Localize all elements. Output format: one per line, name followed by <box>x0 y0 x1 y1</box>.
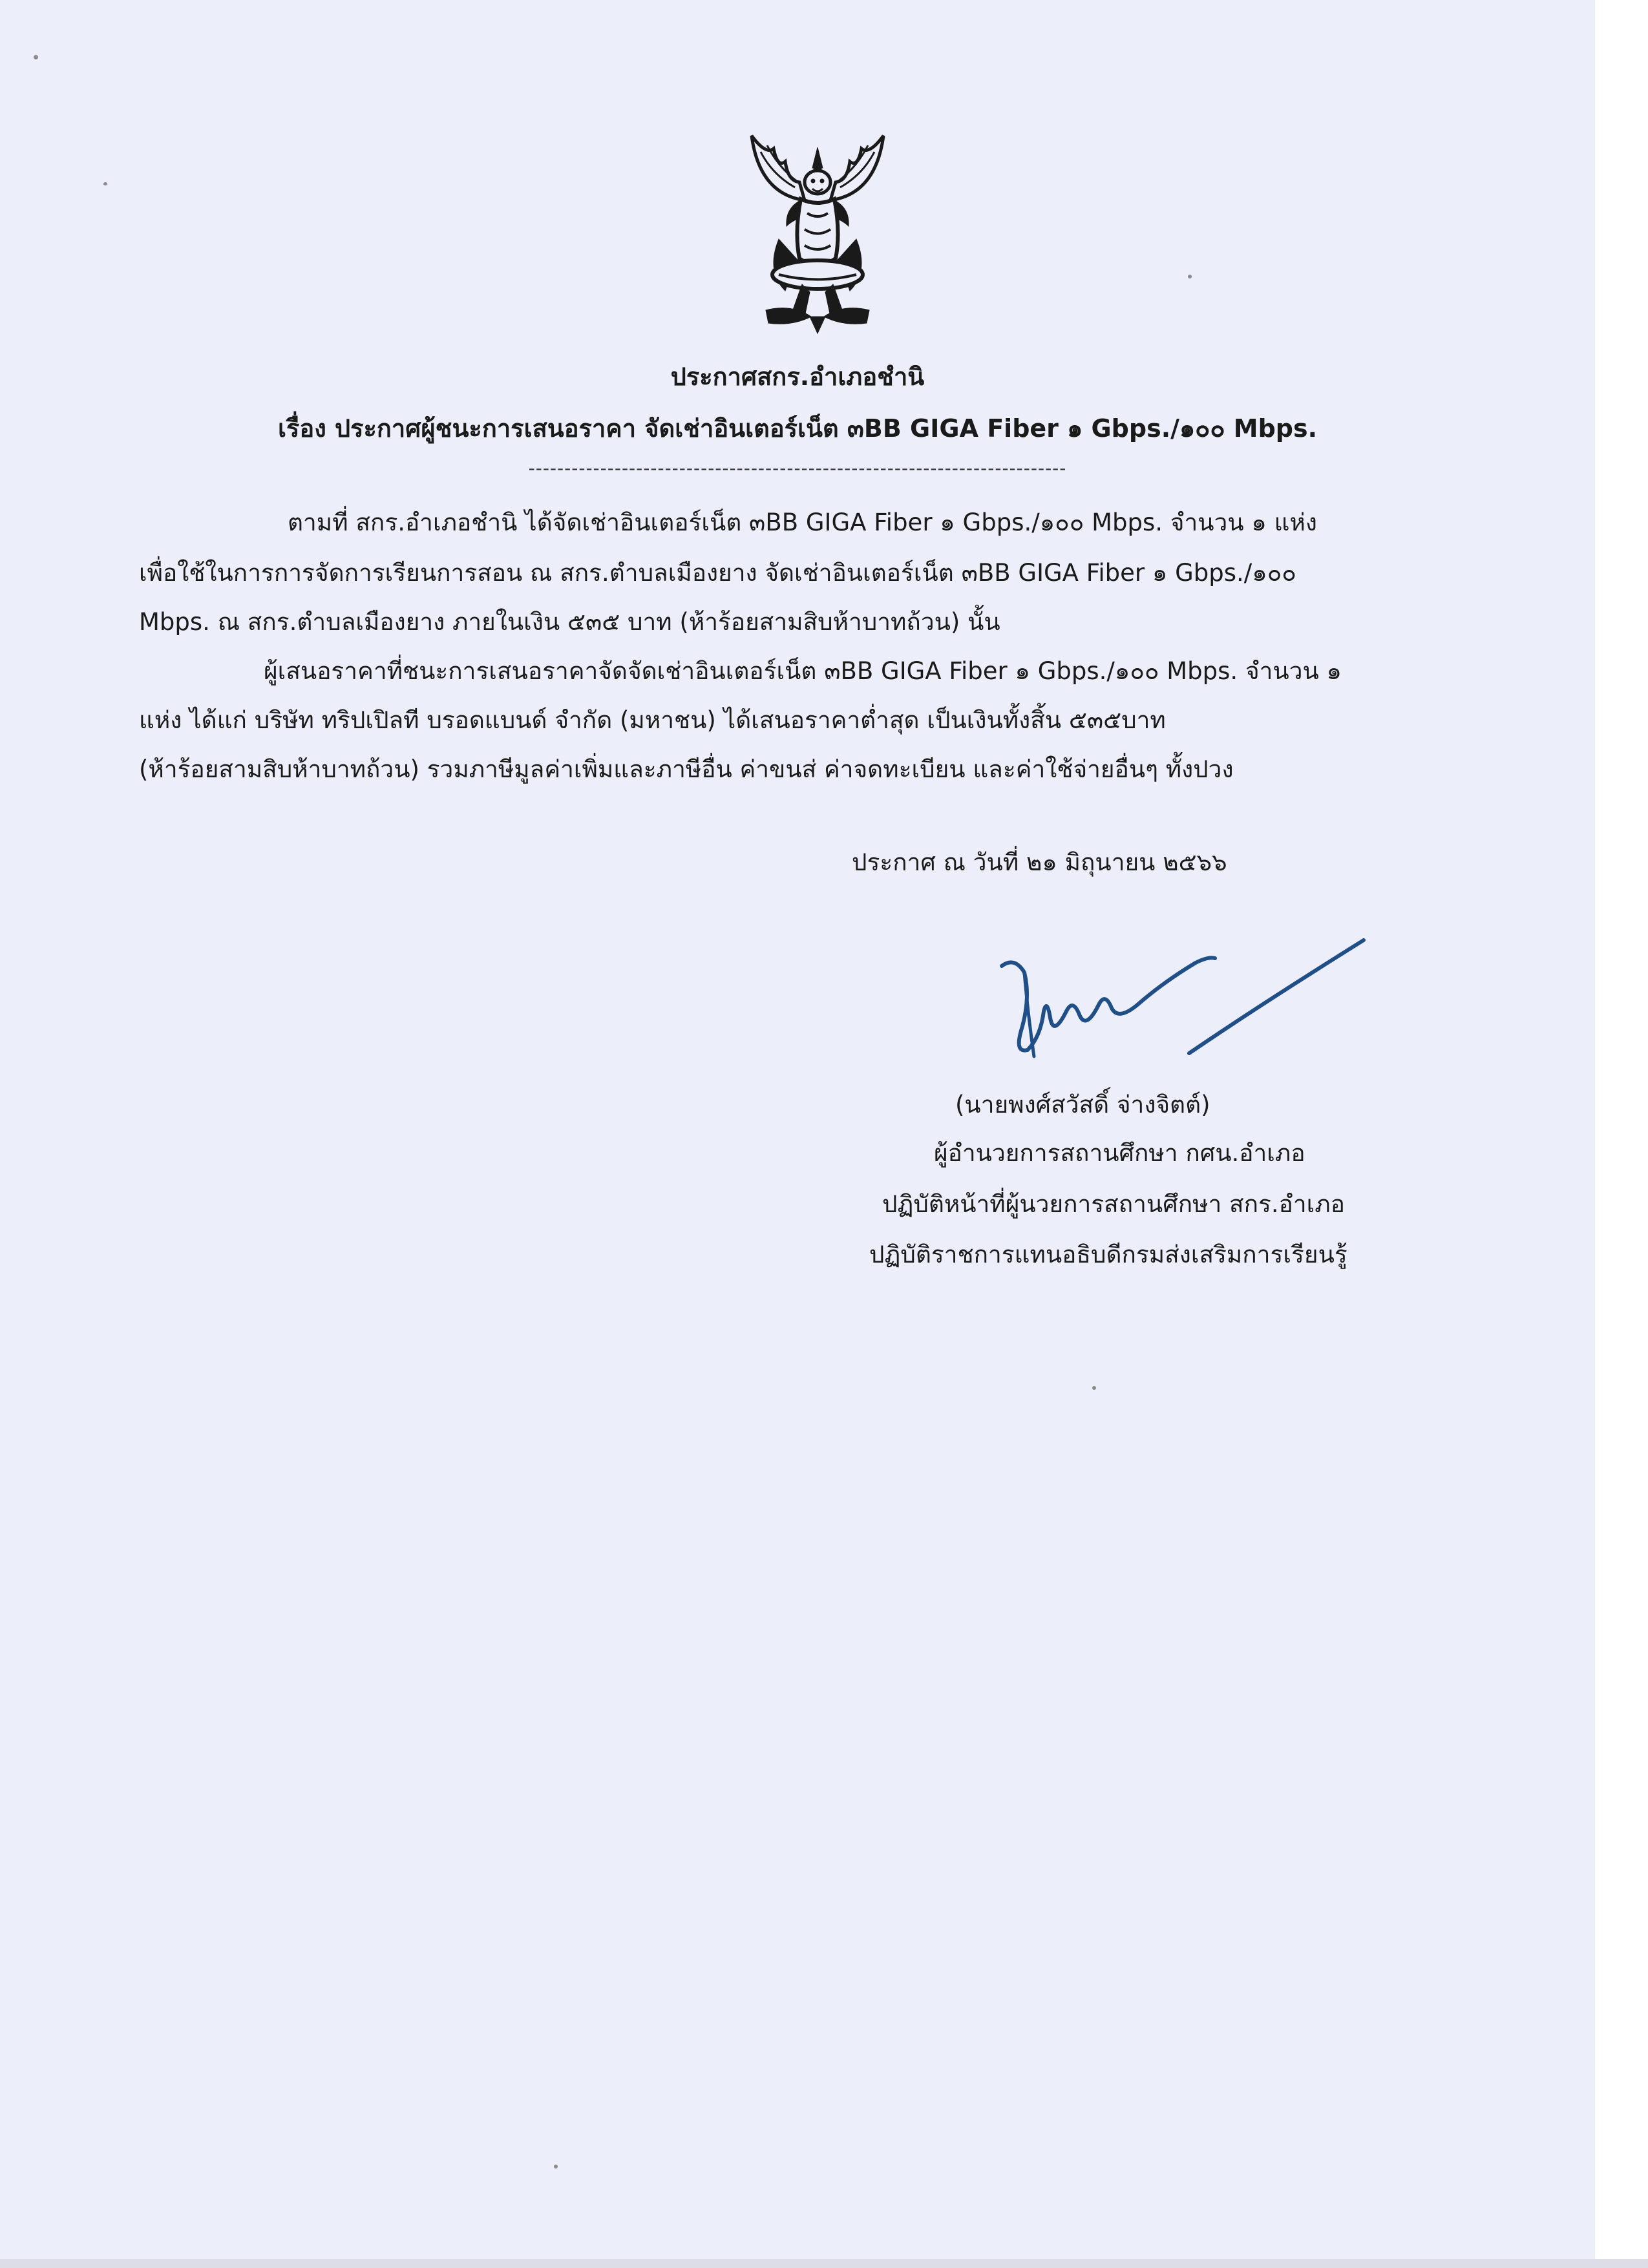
scan-bottom-margin <box>0 2259 1648 2268</box>
announcement-subject: เรื่อง ประกาศผู้ชนะการเสนอราคา จัดเช่าอินเตอร์เน็ต ๓BB GIGA Fiber ๑ Gbps./๑๐๐ Mbps. <box>277 414 1318 443</box>
separator-line: --------------------------------------------------------------------------- <box>528 457 1067 479</box>
paragraph1-line2: เพื่อใช้ในการการจัดการเรียนการสอน ณ สกร.ตำบลเมืองยาง จัดเช่าอินเตอร์เน็ต ๓BB GIGA Fiber ๑ Gbps./๑๐๐ <box>139 559 1296 587</box>
announcement-agency-title: ประกาศสกร.อำเภอชำนิ <box>670 362 925 391</box>
signatory-name: (นายพงศ์สวัสดิ์ จ่างจิตต์) <box>955 1091 1210 1118</box>
scan-speck <box>1092 1386 1096 1390</box>
signature-icon <box>989 934 1377 1082</box>
scan-right-margin <box>1595 0 1648 2268</box>
paragraph1-line3: Mbps. ณ สกร.ตำบลเมืองยาง ภายในเงิน ๕๓๕ บาท (ห้าร้อยสามสิบห้าบาทถ้วน) นั้น <box>139 608 1000 636</box>
paragraph2-line3: (ห้าร้อยสามสิบห้าบาทถ้วน) รวมภาษีมูลค่าเพิ่มและภาษีอื่น ค่าขนส่ ค่าจดทะเบียน และค่าใช้จ่ายอื่นๆ ทั้งปวง <box>139 755 1234 783</box>
announcement-date: ประกาศ ณ วันที่ ๒๑ มิถุนายน ๒๕๖๖ <box>852 848 1227 876</box>
scan-speck <box>554 2165 558 2168</box>
signatory-position-2: ปฏิบัติหน้าที่ผู้นวยการสถานศึกษา สกร.อำเภอ <box>882 1190 1345 1218</box>
scan-speck <box>1188 275 1192 278</box>
scan-speck <box>34 55 38 59</box>
signatory-position-3: ปฏิบัติราชการแทนอธิบดีกรมส่งเสริมการเรียนรู้ <box>869 1241 1347 1268</box>
scan-speck <box>103 182 107 185</box>
garuda-emblem-icon <box>740 123 895 336</box>
signatory-position-1: ผู้อำนวยการสถานศึกษา กศน.อำเภอ <box>934 1139 1305 1167</box>
paragraph2-line2: แห่ง ได้แก่ บริษัท ทริปเปิลที บรอดแบนด์ จำกัด (มหาชน) ได้เสนอราคาต่ำสุด เป็นเงินทั้งสิ้น ๕๓๕บาท <box>139 706 1166 734</box>
paragraph1-line1: ตามที่ สกร.อำเภอชำนิ ได้จัดเช่าอินเตอร์เน็ต ๓BB GIGA Fiber ๑ Gbps./๑๐๐ Mbps. จำนวน ๑ แห่ง <box>288 509 1317 536</box>
paragraph2-line1: ผู้เสนอราคาที่ชนะการเสนอราคาจัดจัดเช่าอินเตอร์เน็ต ๓BB GIGA Fiber ๑ Gbps./๑๐๐ Mbps. จำนวน ๑ <box>264 657 1342 685</box>
